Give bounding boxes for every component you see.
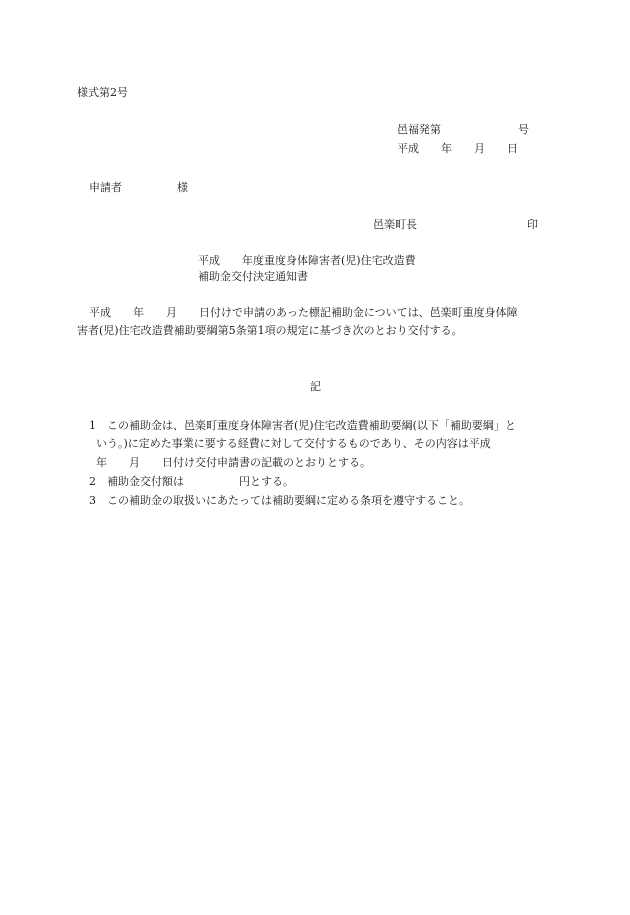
addressee: 申請者 様 bbox=[89, 181, 188, 194]
item-2: 2 補助金交付額は 円とする。 bbox=[89, 475, 294, 488]
item-1-line2: いう。)に定めた事業に要する経費に対して交付するものであり、その内容は平成 bbox=[96, 437, 491, 450]
document-title-line2: 補助金交付決定通知書 bbox=[198, 270, 308, 283]
issuer-signature: 邑楽町長 印 bbox=[373, 218, 538, 231]
issue-date: 平成 年 月 日 bbox=[397, 142, 518, 155]
document-title-line1: 平成 年度重度身体障害者(児)住宅改造費 bbox=[198, 254, 416, 267]
item-3: 3 この補助金の取扱いにあたっては補助要綱に定める条項を遵守すること。 bbox=[89, 494, 470, 507]
form-number: 様式第2号 bbox=[77, 86, 128, 99]
item-1-line1: 1 この補助金は、邑楽町重度身体障害者(児)住宅改造費補助要綱(以下「補助要綱」と bbox=[89, 419, 516, 432]
item-1-line3: 年 月 日付け交付申請書の記載のとおりとする。 bbox=[96, 456, 371, 469]
body-text-line2: 害者(児)住宅改造費補助要綱第5条第1項の規定に基づき次のとおり交付する。 bbox=[77, 324, 463, 337]
ki-heading: 記 bbox=[310, 380, 321, 393]
reference-number: 邑福発第 号 bbox=[397, 123, 529, 136]
body-text-line1: 平成 年 月 日付けで申請のあった標記補助金については、邑楽町重度身体障 bbox=[89, 306, 518, 319]
